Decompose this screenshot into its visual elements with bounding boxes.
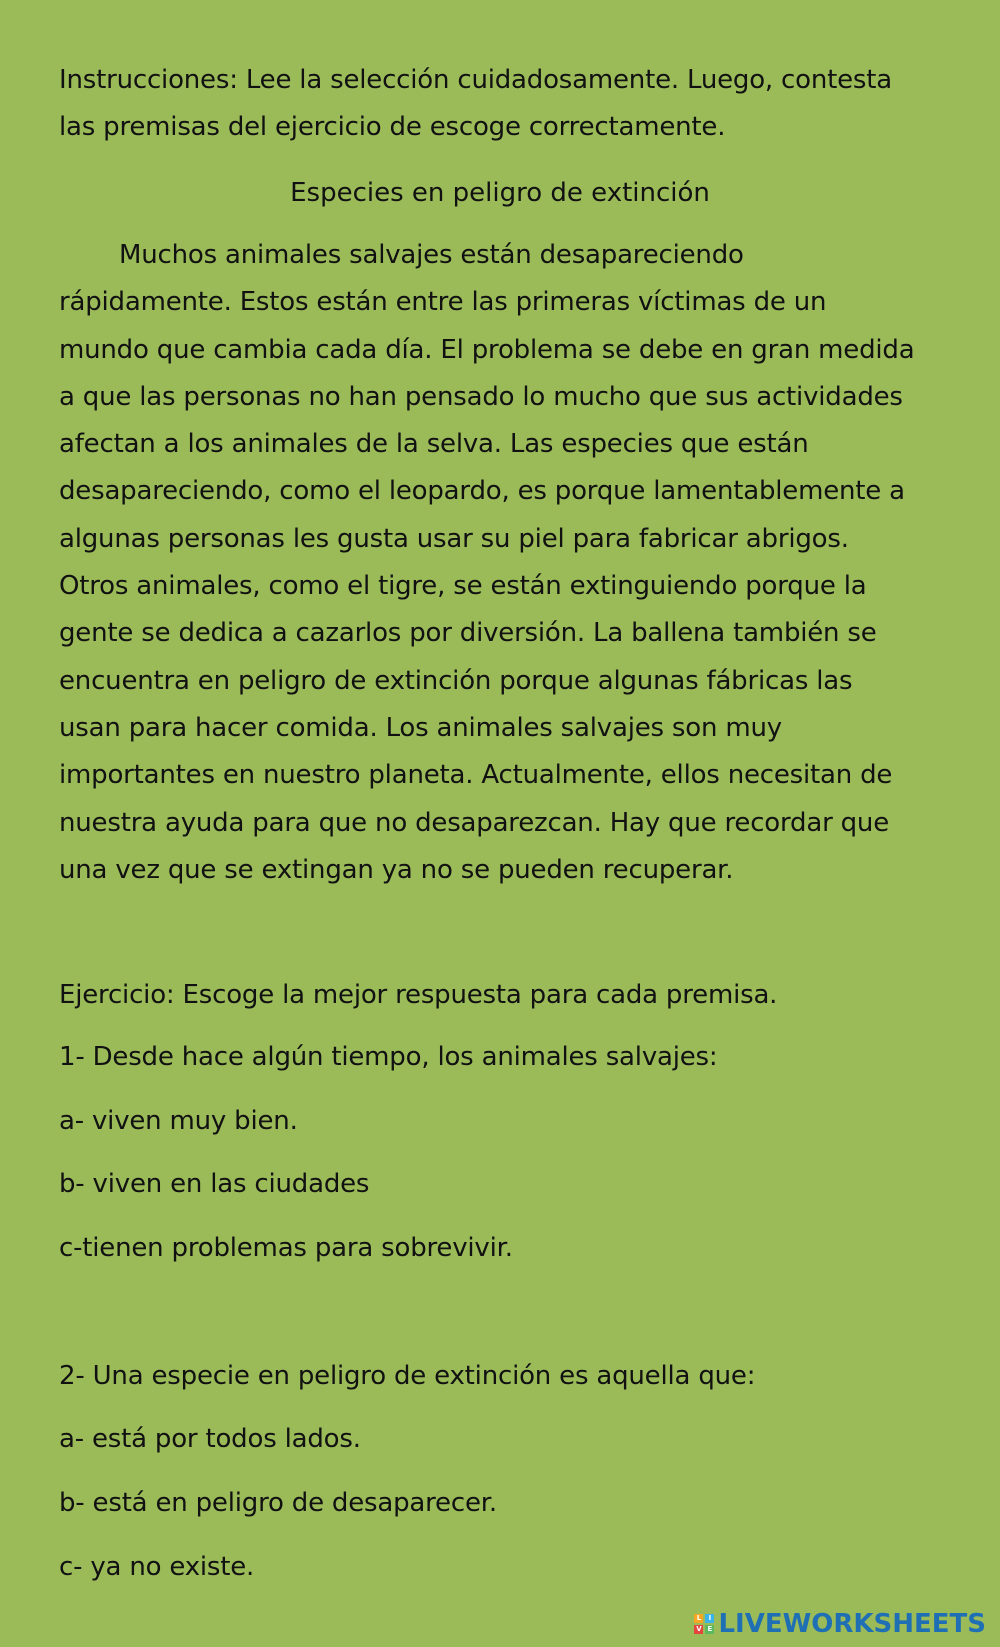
paragraph-line: Muchos animales salvajes están desapareciendo <box>119 240 744 270</box>
instructions-line-1: Instrucciones: Lee la selección cuidadosamente. Luego, contesta <box>59 65 892 95</box>
reading-paragraph <box>59 232 959 894</box>
question-1-option-c[interactable]: c-tienen problemas para sobrevivir. <box>59 1233 513 1263</box>
paragraph-line: gente se dedica a cazarlos por diversión. La ballena también se <box>59 618 877 649</box>
liveworksheets-mark-icon <box>694 1614 714 1634</box>
logo-mark-letter: E <box>705 1625 714 1634</box>
logo-text: LIVEWORKSHEETS <box>718 1609 986 1639</box>
exercise-heading: Ejercicio: Escoge la mejor respuesta para cada premisa. <box>59 980 778 1010</box>
question-2-option-b[interactable]: b- está en peligro de desaparecer. <box>59 1488 497 1518</box>
paragraph-line: a que las personas no han pensado lo mucho que sus actividades <box>59 381 903 412</box>
paragraph-line: usan para hacer comida. Los animales salvajes son muy <box>59 712 782 743</box>
question-1-option-a[interactable]: a- viven muy bien. <box>59 1106 298 1136</box>
instructions-line-2: las premisas del ejercicio de escoge correctamente. <box>59 112 726 142</box>
paragraph-line: nuestra ayuda para que no desaparezcan. Hay que recordar que <box>59 807 890 838</box>
paragraph-line: desapareciendo, como el leopardo, es porque lamentablemente a <box>59 476 905 507</box>
liveworksheets-logo <box>694 1607 986 1641</box>
question-2: 2- Una especie en peligro de extinción es aquella que: <box>59 1361 756 1391</box>
question-2-option-a[interactable]: a- está por todos lados. <box>59 1424 361 1454</box>
question-1: 1- Desde hace algún tiempo, los animales salvajes: <box>59 1042 718 1072</box>
logo-mark-letter: L <box>694 1614 703 1623</box>
paragraph-line: afectan a los animales de la selva. Las especies que están <box>59 429 809 460</box>
reading-title: Especies en peligro de extinción <box>290 178 710 208</box>
paragraph-line: Otros animales, como el tigre, se están extinguiendo porque la <box>59 571 867 602</box>
logo-mark-letter: V <box>696 1625 702 1633</box>
paragraph-line: encuentra en peligro de extinción porque algunas fábricas las <box>59 665 853 696</box>
paragraph-line: rápidamente. Estos están entre las primeras víctimas de un <box>59 287 827 318</box>
question-2-option-c[interactable]: c- ya no existe. <box>59 1552 255 1582</box>
logo-mark-letter: I <box>705 1614 714 1623</box>
question-1-option-b[interactable]: b- viven en las ciudades <box>59 1169 370 1199</box>
paragraph-line: algunas personas les gusta usar su piel para fabricar abrigos. <box>59 523 849 554</box>
paragraph-line: importantes en nuestro planeta. Actualmente, ellos necesitan de <box>59 760 893 791</box>
paragraph-line: una vez que se extingan ya no se pueden recuperar. <box>59 854 734 885</box>
paragraph-line: mundo que cambia cada día. El problema se debe en gran medida <box>59 334 915 365</box>
